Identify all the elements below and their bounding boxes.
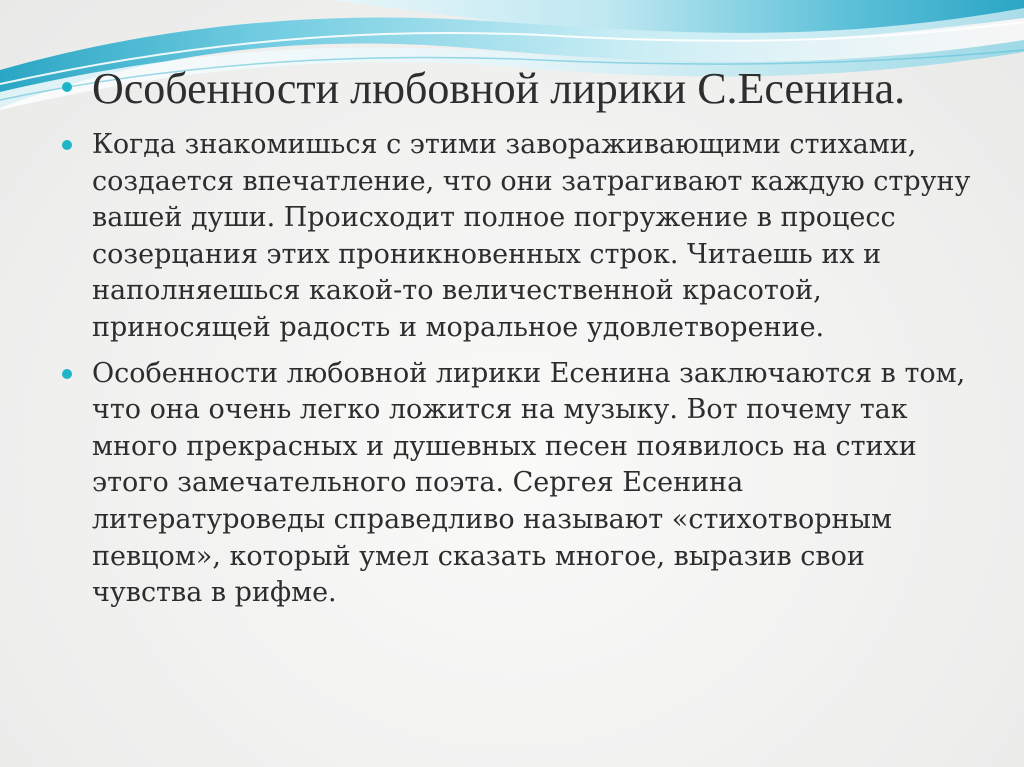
paragraph-2 [60,356,980,612]
paragraph-1-text: Когда знакомишься с этими завораживающими стихами, создается впечатление, что они затрагивают каждую струну вашей души. Происходит полное погружение в процесс созерцания этих проникновенных строк. Читаешь их и наполняешься какой-то величественной красотой, приносящей радость и моральное удовлетворение. [92,129,971,343]
paragraph-2-text: Особенности любовной лирики Есенина заключаются в том, что она очень легко ложится на музыку. Вот почему так много прекрасных и душевных песен появилось на стихи этого замечательного поэта. Сергея Есенина литературоведы справедливо называют «стихотворным певцом», который умел сказать многое, выразив свои чувства в рифме. [92,357,966,609]
bullet-dot-icon [62,369,72,379]
slide-title-text: Особенности любовной лирики С.Есенина. [92,64,906,113]
bullet-dot-icon [62,82,72,92]
bullet-dot-icon [62,140,72,150]
paragraph-1 [60,127,980,347]
slide-content [60,66,980,621]
slide-title [60,66,980,111]
